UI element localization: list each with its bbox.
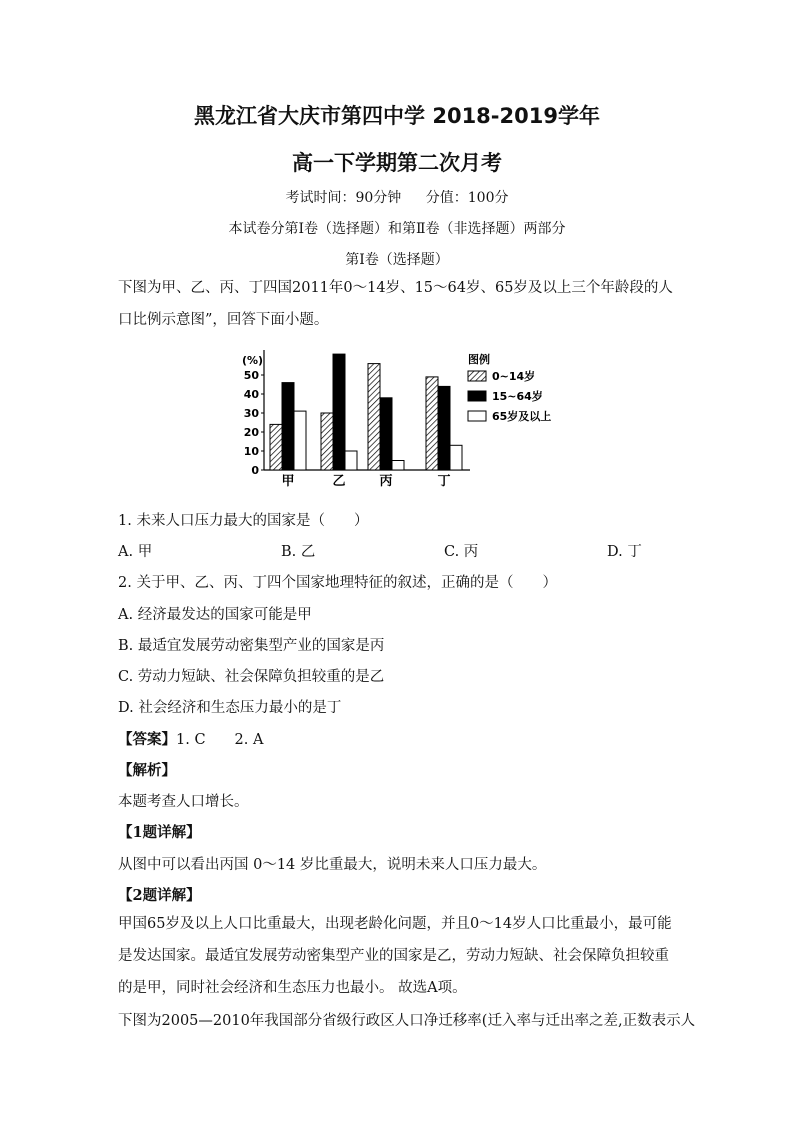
question-1-option-b: B. 乙: [281, 544, 316, 560]
bar-乙-2: [345, 451, 357, 470]
bar-甲-2: [294, 411, 306, 470]
exam-score: 分值：100分: [425, 190, 509, 206]
bar-丁-1: [438, 386, 450, 470]
legend-swatch: [468, 411, 486, 421]
part-title: 第Ⅰ卷（选择题）: [345, 252, 449, 268]
detail-2-label: 【2题详解】: [118, 887, 201, 904]
legend-swatch: [468, 391, 486, 401]
exam-title: 黑龙江省大庆市第四中学 2018-2019学年: [194, 104, 600, 128]
answer-label: 【答案】: [118, 731, 176, 748]
analysis-text: 本题考查人口增长。: [118, 794, 249, 810]
analysis-label: 【解析】: [118, 762, 176, 779]
legend-title: 图例: [468, 353, 490, 366]
exam-meta: [0, 187, 794, 207]
x-tick-label: 乙: [332, 474, 346, 488]
question-2-option-d: D. 社会经济和生态压力最小的是丁: [118, 700, 342, 716]
question-1-option-a: A. 甲: [118, 544, 153, 560]
bar-甲-0: [270, 424, 282, 470]
y-tick-label: 20: [243, 426, 259, 439]
exam-time: 考试时间：90分钟: [285, 190, 402, 206]
bar-丙-0: [368, 364, 380, 470]
y-tick-label: 10: [243, 445, 259, 458]
question-1-stem: 1. 未来人口压力最大的国家是（ ）: [118, 513, 369, 529]
detail-2-text: 甲国65岁及以上人口比重最大，出现老龄化问题，并且0～14岁人口比重最小，最可能是发达国家。最适宜发展劳动密集型产业的国家是乙，劳动力短缺、社会保障负担较重的是甲，同时社会经济和生态压力也最小。 故选A项。: [118, 916, 672, 996]
population-chart: [230, 343, 570, 488]
legend-swatch: [468, 371, 486, 381]
question-2-option-a: A. 经济最发达的国家可能是甲: [118, 607, 312, 623]
detail-1-text: 从图中可以看出丙国 0～14 岁比重最大，说明未来人口压力最大。: [118, 857, 547, 873]
y-tick-label: 40: [243, 388, 259, 401]
exam-subtitle: 高一下学期第二次月考: [292, 151, 502, 175]
y-axis-label: (%): [242, 354, 264, 367]
bar-丁-2: [450, 445, 462, 470]
answer-line: [118, 728, 263, 749]
legend-label: 65岁及以上: [492, 410, 552, 423]
question-1-option-c: C. 丙: [444, 544, 479, 560]
answer-text: 1. C 2. A: [176, 732, 264, 748]
bar-乙-0: [321, 413, 333, 470]
bar-乙-1: [333, 354, 345, 470]
bar-甲-1: [282, 383, 294, 470]
legend-label: 0~14岁: [492, 370, 536, 383]
question-2-option-c: C. 劳动力短缺、社会保障负担较重的是乙: [118, 669, 385, 685]
x-tick-label: 甲: [281, 474, 295, 488]
bar-丙-2: [392, 461, 404, 471]
exam-description: 本试卷分第Ⅰ卷（选择题）和第Ⅱ卷（非选择题）两部分: [228, 221, 566, 237]
x-tick-label: 丙: [379, 474, 393, 488]
detail-1-label: 【1题详解】: [118, 824, 201, 841]
y-tick-label: 30: [243, 407, 259, 420]
question-1-option-d: D. 丁: [607, 544, 642, 560]
bar-丁-0: [426, 377, 438, 470]
x-tick-label: 丁: [437, 474, 451, 488]
question-2-option-b: B. 最适宜发展劳动密集型产业的国家是丙: [118, 638, 385, 654]
question-2-stem: 2. 关于甲、乙、丙、丁四个国家地理特征的叙述，正确的是（ ）: [118, 575, 557, 591]
bar-丙-1: [380, 398, 392, 470]
y-tick-label: 0: [251, 464, 259, 477]
y-tick-label: 50: [243, 369, 259, 382]
legend-label: 15~64岁: [492, 390, 543, 403]
question-intro: 下图为甲、乙、丙、丁四国2011年0～14岁、15～64岁、65岁及以上三个年龄段的人口比例示意图”，回答下面小题。: [118, 280, 673, 328]
next-question-intro: 下图为2005—2010年我国部分省级行政区人口净迁移率(迁入率与迁出率之差,正数表示人: [118, 1013, 696, 1029]
